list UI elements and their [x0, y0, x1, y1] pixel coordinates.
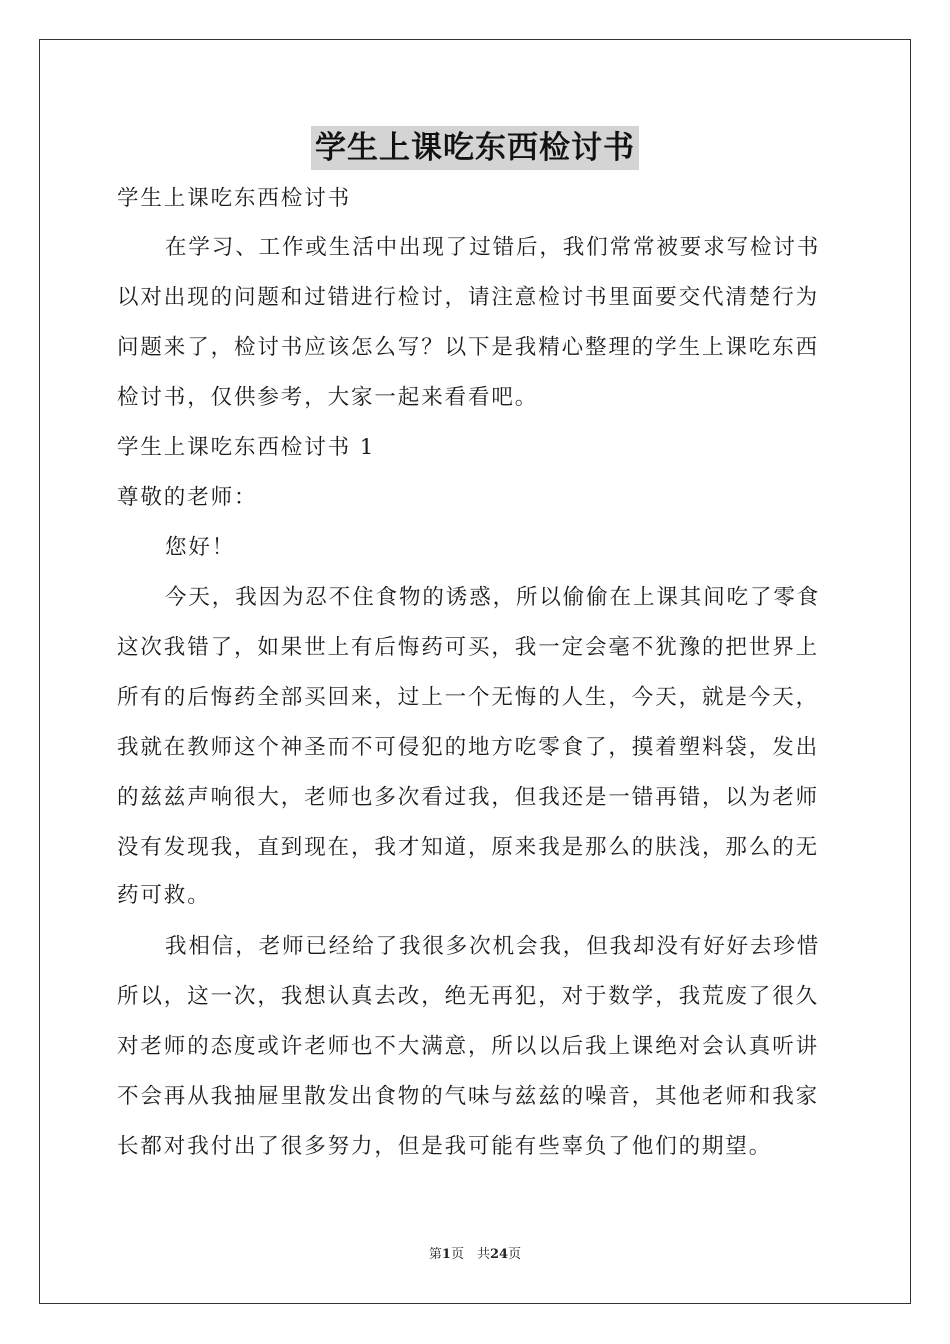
- body-line: 以对出现的问题和过错进行检讨，请注意检讨书里面要交代清楚行为: [117, 285, 820, 310]
- body-line: 这次我错了，如果世上有后悔药可买，我一定会毫不犹豫的把世界上: [117, 635, 820, 660]
- body-line: 的兹兹声响很大，老师也多次看过我，但我还是一错再错，以为老师: [117, 785, 820, 810]
- body-line: 在学习、工作或生活中出现了过错后，我们常常被要求写检讨书: [165, 235, 821, 260]
- body-line: 长都对我付出了很多努力，但是我可能有些辜负了他们的期望。: [117, 1134, 773, 1159]
- body-line: 问题来了，检讨书应该怎么写？以下是我精心整理的学生上课吃东西: [117, 335, 820, 360]
- body-line: 我相信，老师已经给了我很多次机会我，但我却没有好好去珍惜: [165, 934, 821, 959]
- body-line: 不会再从我抽屉里散发出食物的气味与兹兹的噪音，其他老师和我家: [117, 1084, 820, 1109]
- document-title: 学生上课吃东西检讨书: [311, 126, 639, 170]
- body-line: 药可救。: [117, 883, 211, 908]
- page-prefix: 第: [428, 1247, 442, 1262]
- body-line: 没有发现我，直到现在，我才知道，原来我是那么的肤浅，那么的无: [117, 835, 820, 860]
- page-total-number: 24: [489, 1247, 509, 1262]
- body-line: 我就在教师这个神圣而不可侵犯的地方吃零食了，摸着塑料袋，发出: [117, 735, 820, 760]
- body-line: 检讨书，仅供参考，大家一起来看看吧。: [117, 385, 539, 410]
- page-suffix: 页: [508, 1247, 522, 1262]
- salutation: 尊敬的老师：: [117, 485, 258, 510]
- page-border: [39, 39, 911, 1304]
- page-middle-text: 页 共: [450, 1247, 490, 1262]
- page-footer: [0, 1246, 950, 1264]
- doc-subtitle: 学生上课吃东西检讨书: [117, 186, 352, 211]
- page-current-number: 1: [441, 1247, 451, 1262]
- greeting: 您好！: [165, 535, 236, 560]
- section-heading: 学生上课吃东西检讨书 1: [117, 435, 376, 460]
- body-line: 今天，我因为忍不住食物的诱惑，所以偷偷在上课其间吃了零食: [165, 585, 821, 610]
- body-line: 所有的后悔药全部买回来，过上一个无悔的人生，今天，就是今天，: [117, 685, 820, 710]
- body-line: 对老师的态度或许老师也不大满意，所以以后我上课绝对会认真听讲: [117, 1034, 820, 1059]
- body-line: 所以，这一次，我想认真去改，绝无再犯，对于数学，我荒废了很久: [117, 984, 820, 1009]
- title-container: [0, 126, 950, 170]
